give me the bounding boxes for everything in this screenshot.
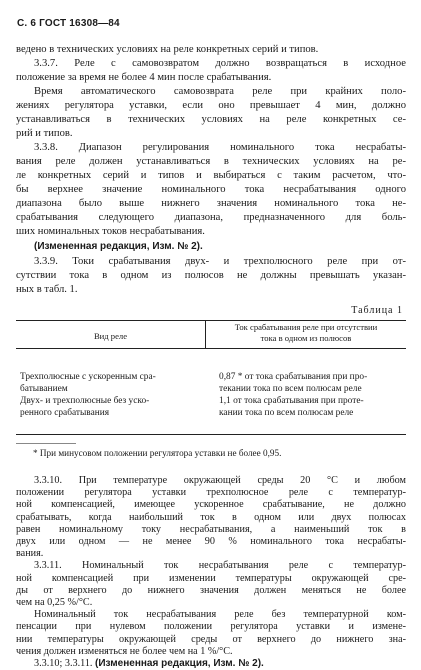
table-header-col2-line2: тока в одном из полюсов — [260, 333, 352, 343]
table-footnote: * При минусовом положении регулятора уставки не более 0,95. — [33, 448, 282, 458]
text-line: пенсации при нулевом положении регулятора уставки и измене- — [16, 621, 406, 633]
text-line: ной компенсацией при изменении температуры окружающей сре- — [16, 572, 406, 584]
table-header-col1: Вид реле — [93, 331, 128, 341]
text-line: 3.3.10. При температуре окружающей среды 20 °С и любом — [34, 475, 406, 486]
table-cell: 0,87 * от тока срабатывания при про- — [219, 372, 368, 382]
text-line: чения должен изменяться не более чем на 1 %/°С. — [16, 645, 233, 657]
page-header: С. 6 ГОСТ 16308—84 — [17, 18, 120, 29]
text-line: ных в табл. 1. — [16, 284, 78, 295]
text-line: срабатывать, когда наибольший ток в одном или двух полюсах — [16, 511, 406, 523]
text-line: 3.3.7. Реле с самовозвратом должно возвращаться в исходное — [34, 58, 406, 69]
table-cell: текании тока по всем полюсам реле — [219, 384, 362, 394]
text-line: ды от верхнего до нижнего значения должен меняться не более — [16, 584, 406, 596]
text-line: чем на 0,25 %/°С. — [16, 597, 93, 608]
table-cell: 1,1 от тока срабатывания при проте- — [219, 396, 364, 406]
text-line: Время автоматического самовозврата реле при крайних поло- — [34, 86, 406, 97]
table-bottom-rule — [16, 434, 406, 435]
text-line: равен номинальному току несрабатывания, а наименьший ток в — [16, 523, 406, 535]
table-cell: Двух- и трехполюсные без уско- — [20, 396, 150, 406]
text-line: устанавливаться в технических условиях на реле конкретных се- — [16, 114, 406, 125]
table-header-rule — [16, 348, 406, 349]
table-caption: Таблица 1 — [351, 305, 403, 316]
text-line: положении регулятора уставки трехполюсное реле с температур- — [16, 487, 406, 499]
table-cell: Трехполюсные с ускоренным сра- — [20, 372, 156, 382]
text-line: рий и типов. — [16, 128, 73, 139]
amendment-line — [34, 657, 406, 670]
table-header-col2-line1: Ток срабатывания реле при отсутствии — [234, 322, 378, 332]
text-line: срабатывания следующего диапазона, предназначенного для боль- — [16, 212, 406, 223]
text-line: ших номинальных токов несрабатывания. — [16, 226, 205, 237]
text-line: двух или одном — не менее 90 % номинального тока несрабаты- — [16, 536, 406, 547]
text-line: вания. — [16, 548, 44, 560]
text-line: бы верхнее значение номинального тока несрабатывания одного — [16, 184, 406, 195]
text-line: диапазона было выше нижнего значения номинального тока не- — [16, 198, 406, 209]
text-line: положение за время не более 4 мин после срабатывания. — [16, 72, 272, 83]
text-line: Номинальный ток несрабатывания реле без температурной ком- — [34, 609, 406, 621]
table-cell: кании тока по всем полюсам реле — [219, 408, 354, 418]
text-line: 3.3.9. Токи срабатывания двух- и трехполюсного реле при от- — [34, 256, 406, 267]
text-line: нии температуры окружающей среды от верхнего до нижнего зна- — [16, 633, 406, 645]
text-line: сутствии тока в одном из полюсов не должны превышать указан- — [16, 270, 406, 281]
table-cell: батыванием — [20, 384, 68, 394]
table-cell: ренного срабатывания — [20, 408, 110, 418]
text-line: 3.3.8. Диапазон регулирования номинального тока несрабаты- — [34, 142, 406, 153]
text-line: вания реле должен устанавливаться в технических условиях на ре- — [16, 156, 406, 167]
footnote-rule — [16, 443, 76, 444]
table-top-rule — [16, 320, 406, 321]
text-line: ведено в технических условиях на реле конкретных серий и типов. — [16, 44, 319, 55]
text-line: 3.3.11. Номинальный ток несрабатывания реле с температур- — [34, 560, 406, 572]
amendment-note: (Измененная редакция, Изм. № 2). — [34, 241, 203, 252]
text-span: 3.3.10; 3.3.11. — [34, 658, 96, 669]
amendment-note: (Измененная редакция, Изм. № 2). — [95, 658, 264, 669]
text-line: жениях регулятора уставки, если оно превышает 4 мин, должно — [16, 100, 406, 111]
text-line: ле конкретных серий и типов и выбираться с таким расчетом, что- — [16, 170, 406, 181]
text-line: ной компенсацией, имеющее ускоренное срабатывание, не должно — [16, 499, 406, 511]
